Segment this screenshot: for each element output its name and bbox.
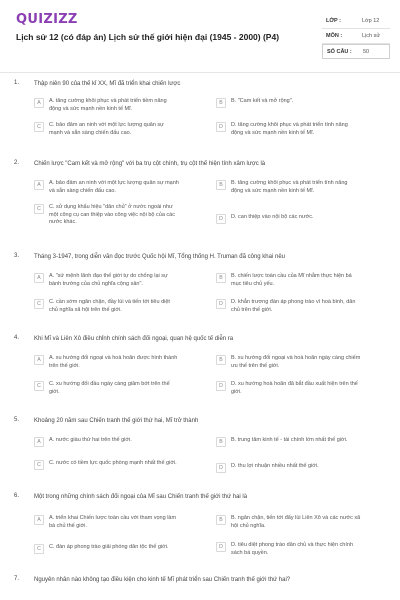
- option-letter-box: D: [216, 463, 226, 473]
- option-text: A. "sứ mệnh lãnh đạo thế giới tự do chống lại sự bành trướng của chủ nghĩa cộng sản".: [49, 273, 168, 287]
- option-letter-box: C: [34, 544, 44, 554]
- option-text: B. ngăn chặn, tiến tới đẩy lùi Liên Xô và các nước xã hội chủ nghĩa.: [231, 515, 361, 529]
- option-text: D. thu lợi nhuận nhiều nhất thế giới.: [231, 463, 319, 469]
- question-text: Thập niên 90 của thế kỉ XX, Mĩ đã triển khai chiến lược: [34, 81, 181, 87]
- option-text: D. tăng cường khôi phục và phát triển tính năng động và sức mạnh nền kinh tế Mĩ.: [231, 122, 348, 136]
- option-text: A. xu hướng đối ngoại và hoà hoãn được hình thành trên thế giới.: [49, 355, 178, 369]
- question-number: 3.: [14, 253, 20, 259]
- option-text: B. tăng cường khôi phục và phát triển tính năng động và sức mạnh nền kinh tế Mĩ.: [231, 180, 348, 194]
- question-number: 1.: [14, 80, 20, 86]
- option-letter-box: C: [34, 122, 44, 132]
- option-letter-box: B: [216, 273, 226, 283]
- option-text: A. triển khai Chiến lược toàn cầu với tham vọng làm bá chủ thế giới.: [49, 515, 177, 529]
- option-letter-box: B: [216, 180, 226, 190]
- question-text: Nguyên nhân nào không tạo điều kiện cho kinh tế Mĩ phát triển sau Chiến tranh thế giới thứ hai?: [34, 577, 291, 583]
- option-text: B. xu hướng đối ngoại và hoà hoãn ngày càng chiếm ưu thế trên thế giới.: [231, 355, 361, 369]
- worksheet-title: Lịch sử 12 (có đáp án) Lịch sử thế giới hiện đại (1945 - 2000) (P4): [16, 32, 280, 42]
- meta-row-count: [322, 44, 390, 59]
- option-text: B. trung tâm kinh tế - tài chính lớn nhất thế giới.: [231, 437, 348, 443]
- option-text: B. "Cam kết và mở rộng".: [231, 98, 294, 104]
- meta-value: Lịch sử: [362, 33, 381, 39]
- option-letter-box: D: [216, 214, 226, 224]
- meta-key: SỐ CÂU :: [327, 49, 352, 55]
- question-number: 6.: [14, 493, 20, 499]
- option-letter-box: C: [34, 299, 44, 309]
- option-letter-box: C: [34, 204, 44, 214]
- question-text: Một trong những chính sách đối ngoại của Mĩ sau Chiến tranh thế giới thứ hai là: [34, 494, 248, 500]
- option-text: A. nước giàu thứ hai trên thế giới.: [49, 437, 132, 443]
- question-number: 7.: [14, 576, 20, 582]
- question-number: 4.: [14, 335, 20, 341]
- option-text: D. can thiệp vào nội bộ các nước.: [231, 214, 314, 220]
- question-number: 5.: [14, 417, 20, 423]
- option-text: C. sử dụng khẩu hiệu "dân chủ" ở nước ngoài như một công cụ can thiệp vào công việc nội bộ của các nước khác.: [49, 204, 175, 225]
- option-letter-box: D: [216, 299, 226, 309]
- question-number: 2.: [14, 160, 20, 166]
- meta-value: Lớp 12: [362, 18, 380, 24]
- option-text: A. bảo đảm an ninh với một lực lượng quân sự mạnh và sẵn sàng chiến đấu cao.: [49, 180, 179, 194]
- option-letter-box: D: [216, 381, 226, 391]
- meta-table: [322, 14, 390, 59]
- question-text: Tháng 3-1947, trong diễn văn đọc trước Quốc hội Mĩ, Tổng thống H. Truman đã công khai nêu: [34, 254, 285, 260]
- option-text: C. bảo đảm an ninh với một lực lượng quân sự mạnh và sẵn sàng chiến đấu cao.: [49, 122, 164, 136]
- question-text: Chiến lược "Cam kết và mở rộng" với ba trụ cột chính, trụ cột thế hiện tính xâm lược là: [34, 161, 266, 167]
- option-text: B. chiến lược toàn cầu của Mĩ nhằm thực hiện bá mục tiêu chủ yếu.: [231, 273, 352, 287]
- header-divider: [0, 72, 400, 73]
- option-letter-box: B: [216, 515, 226, 525]
- option-text: C. nước có tiềm lực quốc phòng mạnh nhất thế giới.: [49, 460, 177, 466]
- option-letter-box: D: [216, 542, 226, 552]
- question-text: Khi Mĩ và Liên Xô điều chỉnh chính sách đối ngoại, quan hệ quốc tế diễn ra: [34, 336, 234, 342]
- option-text: A. tăng cường khôi phục và phát triển tiềm năng động và sức mạnh nền kinh tế Mĩ.: [49, 98, 167, 112]
- quizizz-logo: QUIZIZZ: [16, 12, 78, 27]
- question-text: Khoảng 20 năm sau Chiến tranh thế giới thứ hai, Mĩ trở thành: [34, 418, 199, 424]
- option-letter-box: B: [216, 437, 226, 447]
- meta-key: LỚP :: [326, 18, 341, 24]
- meta-key: MÔN :: [326, 33, 343, 39]
- option-text: D. tiêu diệt phong trào dân chủ và thực hiện chính sách bá quyền.: [231, 542, 354, 556]
- option-text: C. xu hướng đối đầu ngày càng giảm bớt trên thế giới.: [49, 381, 170, 395]
- option-letter-box: C: [34, 381, 44, 391]
- option-letter-box: A: [34, 355, 44, 365]
- option-letter-box: B: [216, 98, 226, 108]
- option-letter-box: A: [34, 98, 44, 108]
- meta-value: 50: [363, 49, 370, 55]
- option-letter-box: A: [34, 437, 44, 447]
- option-letter-box: A: [34, 273, 44, 283]
- option-text: D. xu hướng hoà hoãn đã bắt đầu xuất hiện trên thế giới.: [231, 381, 358, 395]
- option-letter-box: B: [216, 355, 226, 365]
- option-text: D. khẳn trương đàn áp phong trào vì hoà bình, dân chủ trên thế giới.: [231, 299, 356, 313]
- option-letter-box: A: [34, 515, 44, 525]
- option-text: C. đàn áp phong trào giải phóng dân tộc thế giới.: [49, 544, 169, 550]
- option-text: C. cần sớm ngăn chặn, đầy lùi và tiến tới tiêu diệt chủ nghĩa xã hội trên thế giới.: [49, 299, 170, 313]
- option-letter-box: D: [216, 122, 226, 132]
- option-letter-box: A: [34, 180, 44, 190]
- meta-row-class: [322, 14, 390, 29]
- meta-row-subject: [322, 29, 390, 44]
- option-letter-box: C: [34, 460, 44, 470]
- worksheet-header: [0, 0, 400, 70]
